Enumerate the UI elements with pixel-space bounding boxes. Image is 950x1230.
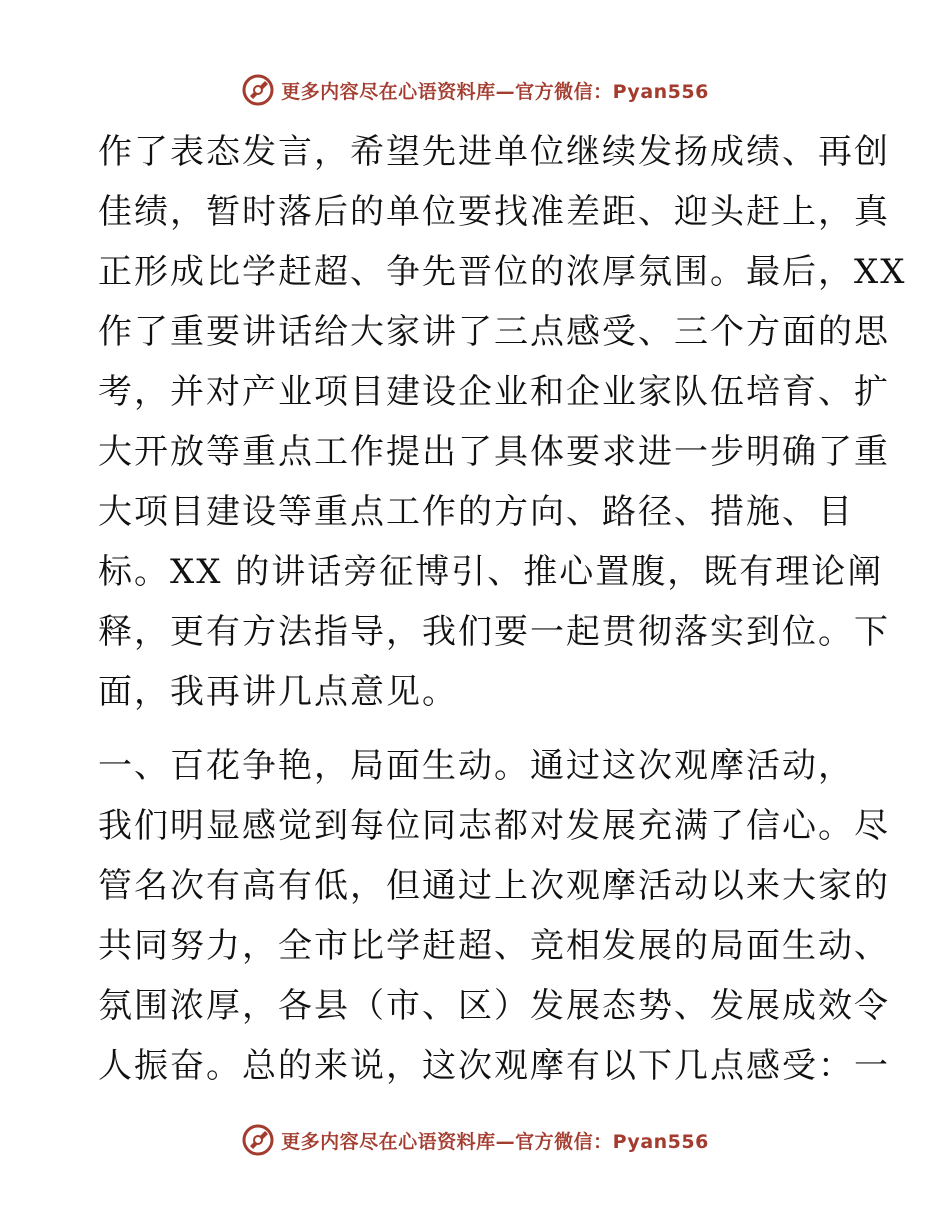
paragraph-2 [98,736,890,1096]
text-line: 正形成比学赶超、争先晋位的浓厚氛围。最后，XX [98,252,907,292]
footer-watermark-text: 更多内容尽在心语资料库—官方微信：Pyan556 [281,1130,709,1153]
text-line: 大项目建设等重点工作的方向、路径、措施、目 [98,492,854,532]
text-line: 大开放等重点工作提出了具体要求进一步明确了重 [98,432,890,472]
text-line: 我们明显感觉到每位同志都对发展充满了信心。尽 [98,806,890,846]
footer-watermark [0,1120,950,1160]
text-line: 一、百花争艳，局面生动。通过这次观摩活动， [98,746,854,786]
text-line: 管名次有高有低，但通过上次观摩活动以来大家的 [98,866,890,906]
document-body [98,122,907,1096]
text-line: 共同努力，全市比学赶超、竞相发展的局面生动、 [98,926,890,966]
text-line: 氛围浓厚，各县（市、区）发展态势、发展成效令 [98,986,890,1026]
text-line: 佳绩，暂时落后的单位要找准差距、迎头赶上，真 [98,192,890,232]
text-line: 释，更有方法指导，我们要一起贯彻落实到位。下 [98,612,890,652]
text-line: 考，并对产业项目建设企业和企业家队伍培育、扩 [98,372,890,412]
text-line: 作了表态发言，希望先进单位继续发扬成绩、再创 [98,132,890,172]
paragraph-gap [98,722,850,736]
header-watermark [0,70,950,110]
paragraph-1 [98,122,907,722]
seal-logo-icon [241,1123,275,1157]
text-line: 标。XX 的讲话旁征博引、推心置腹，既有理论阐 [98,552,884,592]
header-watermark-text: 更多内容尽在心语资料库—官方微信：Pyan556 [281,80,709,103]
seal-logo-icon [241,73,275,107]
text-line: 作了重要讲话给大家讲了三点感受、三个方面的思 [98,312,890,352]
text-line: 人振奋。总的来说，这次观摩有以下几点感受：一 [98,1046,890,1086]
text-line: 面，我再讲几点意见。 [98,672,458,712]
